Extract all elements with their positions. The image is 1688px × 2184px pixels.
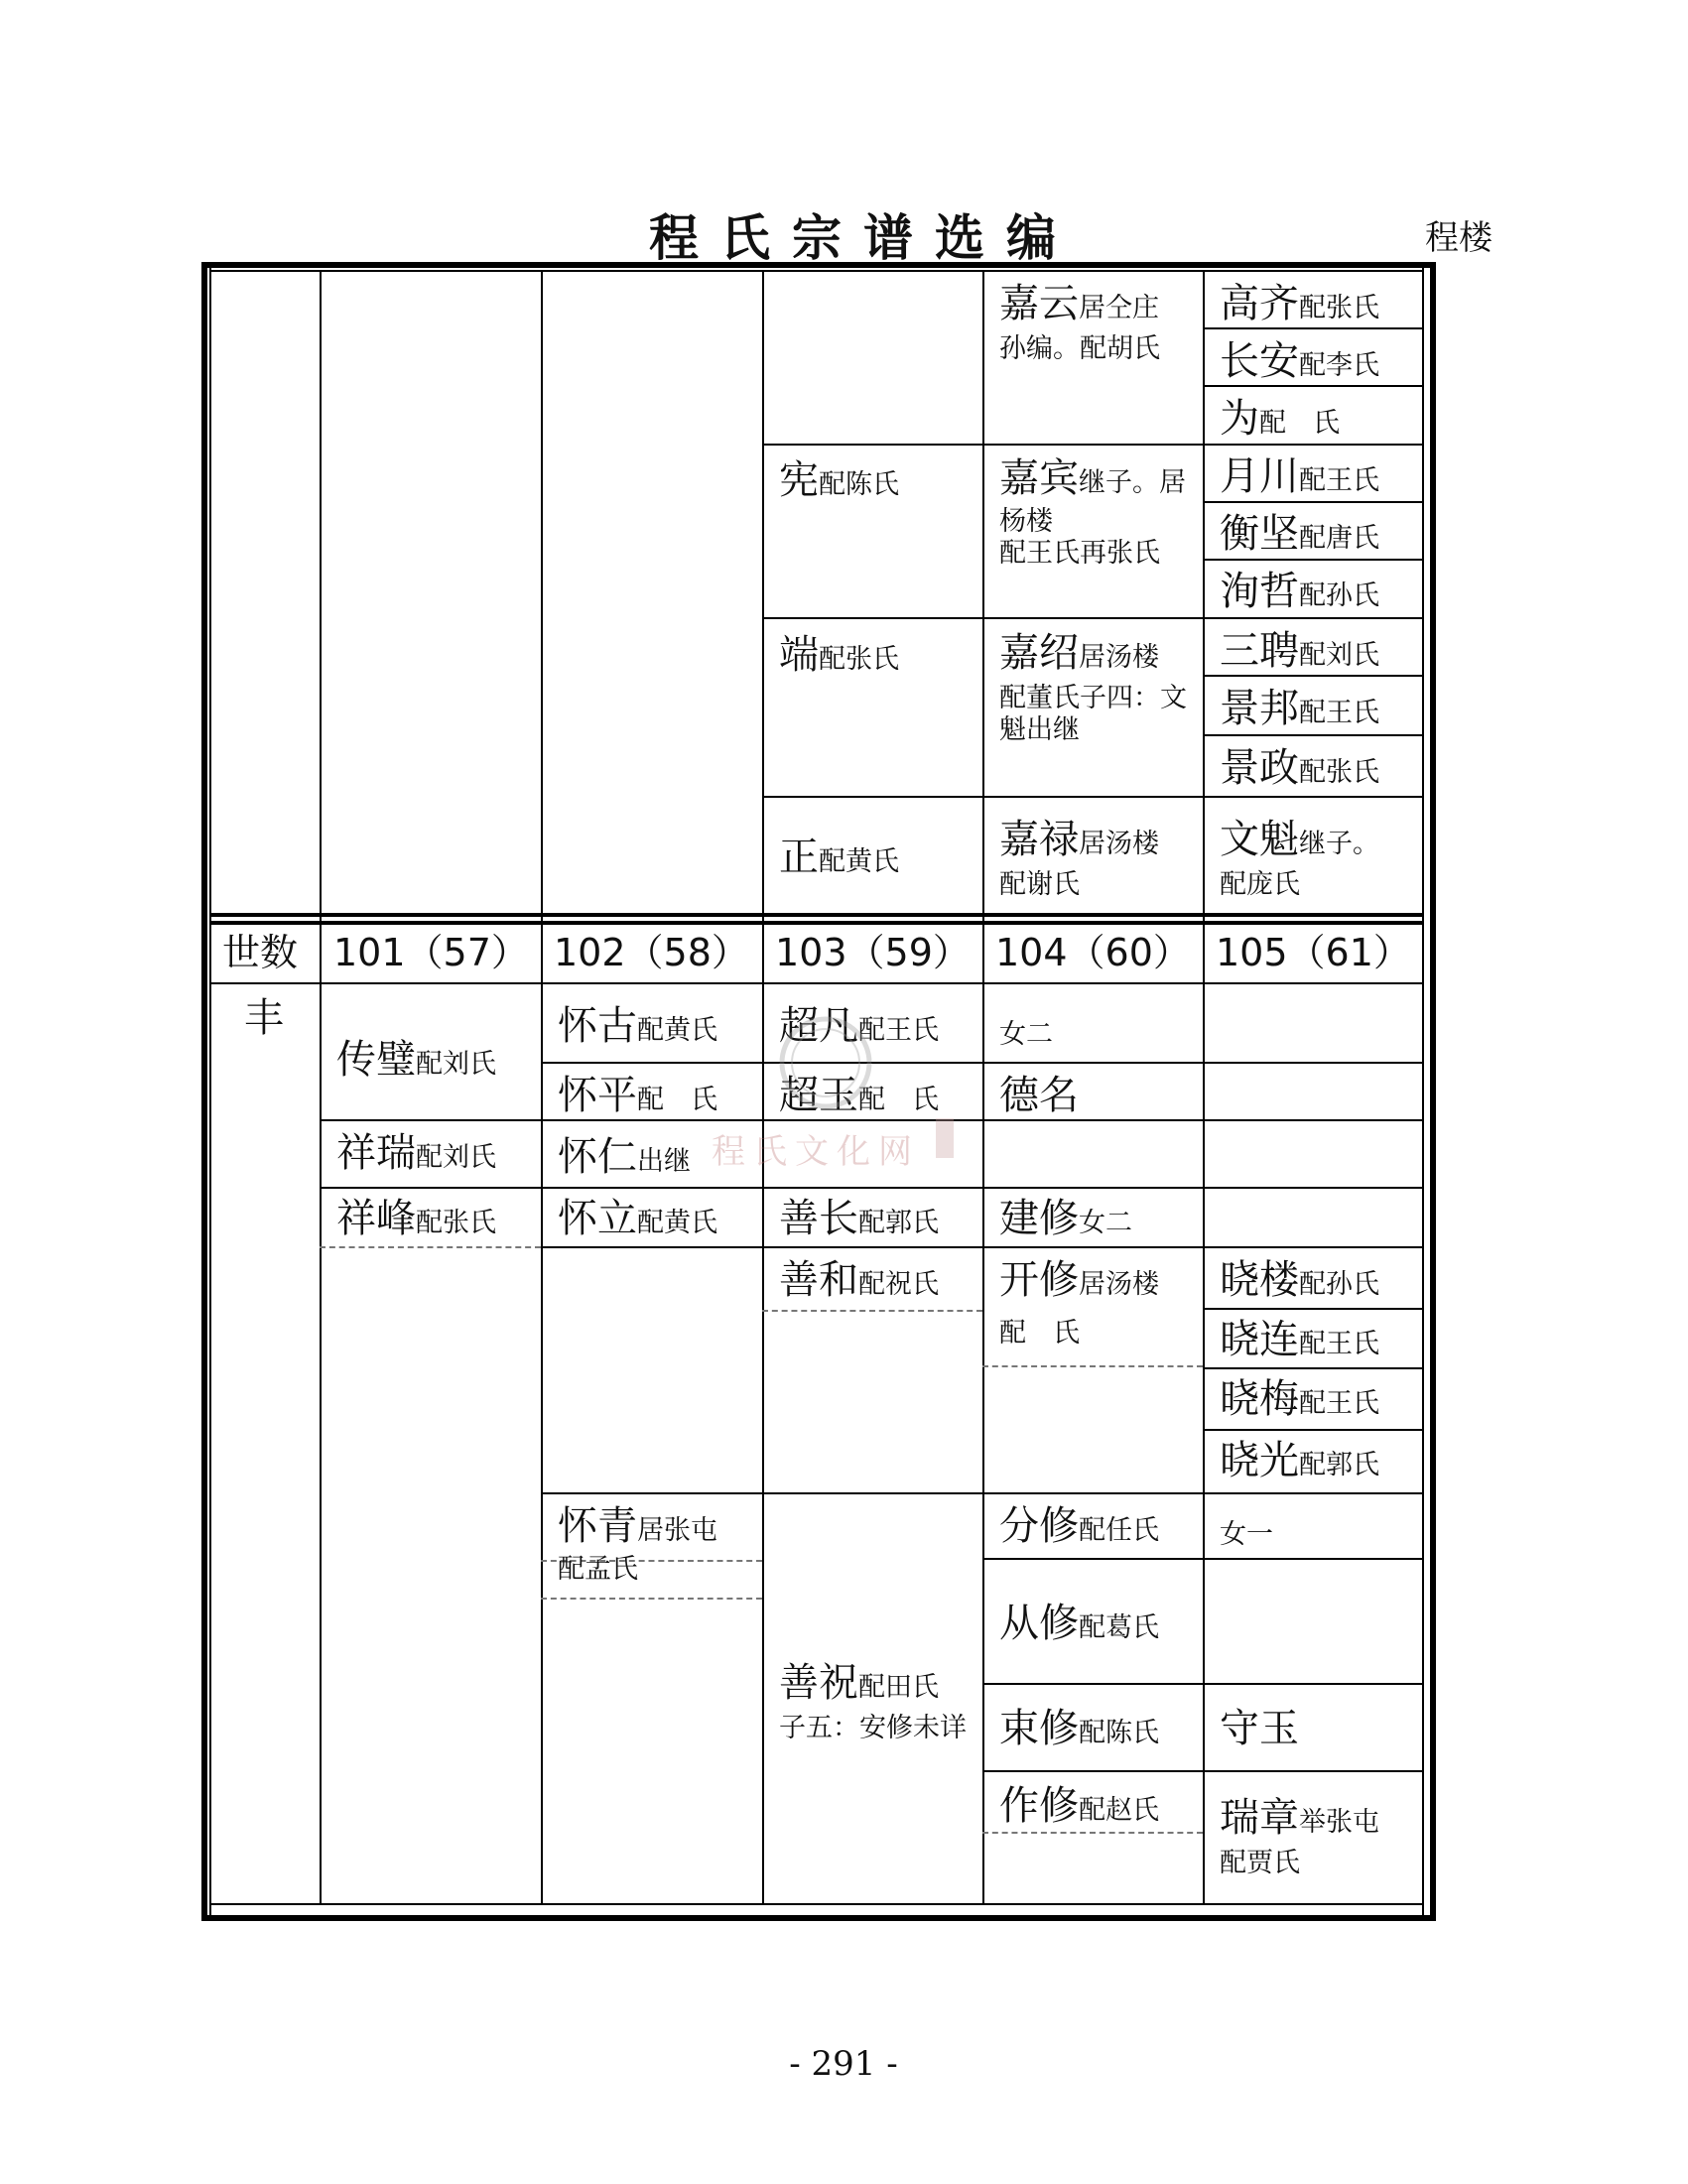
person-note: 配刘氏 (416, 1142, 496, 1173)
column-line (982, 272, 984, 1905)
person-note: 配张氏 (416, 1208, 496, 1238)
person-name: 景邦 (1220, 686, 1299, 731)
person-note: 配张氏 (819, 644, 899, 675)
person-name: 超玉 (779, 1073, 858, 1118)
border-line (1422, 268, 1424, 1915)
person-entry (779, 631, 899, 679)
dashed-line (320, 1246, 541, 1248)
page-title: 程氏宗谱选编 (649, 208, 1078, 267)
person-entry (1220, 1316, 1379, 1363)
person-detail: 配庞氏 (1220, 869, 1300, 900)
person-name: 祥峰 (336, 1196, 416, 1241)
person-note: 居汤楼 (1079, 642, 1159, 673)
person-name: 晓梅 (1220, 1376, 1299, 1422)
person-name: 作修 (999, 1783, 1079, 1829)
person-name: 长安 (1220, 338, 1299, 384)
person-name: 祥瑞 (336, 1130, 416, 1176)
watermark-text: 程氏文化网 (712, 1132, 920, 1172)
header-generation-label: 世数 (222, 931, 299, 974)
person-note: 配刘氏 (416, 1049, 496, 1080)
row-line (762, 617, 1423, 619)
dashed-line (982, 1365, 1203, 1367)
person-entry (999, 629, 1187, 747)
person-entry (1220, 510, 1379, 558)
person-name: 景政 (1220, 745, 1299, 791)
person-note: 居汤楼 (1079, 1269, 1159, 1300)
person-note: 配葛氏 (1079, 1612, 1159, 1643)
person-note: 配田氏 (858, 1672, 939, 1703)
person-note: 配陈氏 (1079, 1718, 1159, 1748)
person-entry (336, 1195, 496, 1242)
person-entry (1220, 1506, 1273, 1554)
row-line (209, 982, 1424, 984)
person-entry (1220, 337, 1379, 385)
person-name: 为 (1220, 396, 1259, 442)
person-note: 配张氏 (1299, 293, 1379, 323)
person-name: 嘉绍 (999, 630, 1079, 676)
person-note: 配任氏 (1079, 1515, 1159, 1546)
person-name: 分修 (999, 1503, 1079, 1549)
person-note: 配黄氏 (819, 846, 899, 877)
column-line (1203, 272, 1205, 1905)
person-name: 传璧 (336, 1037, 416, 1083)
person-note: 配唐氏 (1299, 523, 1379, 554)
person-note: 配 氏 (858, 1085, 939, 1115)
row-line (1203, 559, 1423, 561)
person-note: 配刘氏 (1299, 640, 1379, 671)
person-note: 配赵氏 (1079, 1795, 1159, 1826)
person-detail: 配谢氏 (999, 869, 1080, 900)
row-line (1203, 1429, 1423, 1431)
person-name: 善和 (779, 1257, 858, 1303)
person-note: 出继 (637, 1146, 691, 1177)
row-line (541, 1246, 1423, 1248)
person-entry (779, 1659, 967, 1744)
person-note: 配孙氏 (1299, 580, 1379, 611)
person-entry (1220, 1794, 1379, 1879)
person-name: 洵哲 (1220, 569, 1299, 614)
person-entry (1220, 395, 1340, 443)
person-note: 居汤楼 (1079, 829, 1159, 859)
row-line (762, 796, 1423, 798)
row-line (1203, 675, 1423, 677)
person-entry (999, 280, 1160, 365)
person-entry (336, 1129, 496, 1177)
person-entry (1220, 816, 1379, 901)
person-name: 三聘 (1220, 628, 1299, 674)
person-entry (1220, 627, 1379, 675)
person-entry (779, 1256, 939, 1304)
person-name: 正 (779, 835, 819, 880)
person-note: 居仝庄 (1079, 293, 1159, 323)
person-name: 善长 (779, 1196, 858, 1241)
border-line (209, 1903, 1424, 1905)
person-detail: 魁出继 (999, 714, 1080, 746)
person-note: 配王氏 (1299, 1388, 1379, 1419)
place-label: 程楼 (1425, 218, 1493, 258)
person-entry (1220, 452, 1379, 500)
person-entry (779, 456, 899, 504)
person-note: 女二 (1079, 1208, 1132, 1238)
row-line (1203, 501, 1423, 503)
person-detail: 配董氏子四：文 (999, 683, 1187, 713)
row-line (1203, 1367, 1423, 1369)
person-name: 高齐 (1220, 281, 1299, 326)
person-entry (999, 1502, 1159, 1550)
person-name: 超凡 (779, 1003, 858, 1049)
person-note: 配郭氏 (858, 1208, 939, 1238)
dashed-line (982, 1832, 1203, 1834)
person-name: 怀平 (558, 1073, 637, 1118)
section-divider (209, 913, 1424, 917)
person-name: 从修 (999, 1601, 1079, 1646)
person-name: 德名 (999, 1073, 1079, 1118)
person-note: 继子。 (1299, 829, 1379, 859)
row-line (1203, 734, 1423, 736)
person-entry (558, 1002, 717, 1050)
person-entry (558, 1133, 691, 1181)
person-entry (779, 834, 899, 881)
person-note: 居张屯 (637, 1515, 717, 1546)
person-note: 配王氏 (858, 1015, 939, 1046)
person-entry (558, 1195, 717, 1242)
person-entry (999, 1600, 1159, 1647)
person-detail: 孙编。配胡氏 (999, 333, 1160, 364)
watermark (712, 1007, 970, 1206)
person-entry (999, 1782, 1159, 1830)
person-note: 配陈氏 (819, 469, 899, 500)
row-line (982, 1770, 1423, 1772)
row-line (1203, 1308, 1423, 1310)
person-entry (999, 1705, 1159, 1752)
person-note: 女二 (999, 1019, 1053, 1050)
person-entry (999, 1195, 1132, 1242)
row-line (982, 1558, 1423, 1560)
person-name: 善祝 (779, 1660, 858, 1706)
person-note: 配张氏 (1299, 757, 1379, 788)
person-entry (999, 1256, 1159, 1349)
person-name: 建修 (999, 1196, 1079, 1241)
header-gen-103: 103（59） (775, 931, 971, 974)
dashed-line (541, 1598, 762, 1600)
row-line (1203, 327, 1423, 329)
person-name: 守玉 (1220, 1706, 1299, 1751)
person-note: 配王氏 (1299, 1329, 1379, 1359)
person-detail: 杨楼 (999, 506, 1053, 537)
lineage-marker: 丰 (244, 995, 284, 1041)
person-note: 配郭氏 (1299, 1450, 1379, 1480)
person-note: 配黄氏 (637, 1015, 717, 1046)
person-entry (1220, 744, 1379, 792)
person-detail: 配 氏 (999, 1318, 1080, 1349)
watermark-seal-icon (712, 1007, 970, 1206)
person-name: 文魁 (1220, 817, 1299, 862)
person-detail: 子五：安修未详 (779, 1713, 967, 1743)
section-divider (209, 921, 1424, 925)
person-name: 衡坚 (1220, 511, 1299, 557)
person-note: 继子。居 (1079, 467, 1186, 498)
person-name: 怀青 (558, 1503, 637, 1549)
person-note: 配 氏 (637, 1085, 717, 1115)
person-entry (558, 1502, 717, 1586)
person-entry (558, 1072, 717, 1119)
person-name: 晓光 (1220, 1438, 1299, 1483)
person-entry (336, 1036, 496, 1084)
person-entry (999, 1072, 1079, 1119)
person-detail: 配王氏再张氏 (999, 538, 1160, 570)
border-line (209, 270, 1424, 272)
page-number: - 291 - (789, 2044, 898, 2084)
person-name: 束修 (999, 1706, 1079, 1751)
row-line (762, 444, 1423, 446)
person-name: 晓楼 (1220, 1257, 1299, 1303)
person-note: 配王氏 (1299, 698, 1379, 728)
person-entry (1220, 1256, 1379, 1304)
column-line (541, 272, 543, 1905)
person-name: 嘉云 (999, 281, 1079, 326)
person-name: 嘉宾 (999, 455, 1079, 501)
header-gen-105: 105（61） (1216, 931, 1411, 974)
column-line (320, 272, 322, 1905)
person-name: 端 (779, 632, 819, 678)
dashed-line (762, 1310, 982, 1312)
row-line (541, 1492, 1423, 1494)
person-detail: 配贾氏 (1220, 1848, 1300, 1878)
person-detail: 配孟氏 (558, 1554, 638, 1585)
person-note: 配黄氏 (637, 1208, 717, 1238)
person-note: 配祝氏 (858, 1269, 939, 1300)
person-note: 配王氏 (1299, 465, 1379, 496)
person-note: 配孙氏 (1299, 1269, 1379, 1300)
row-line (1203, 385, 1423, 387)
header-gen-102: 102（58） (554, 931, 749, 974)
person-entry (1220, 685, 1379, 732)
border-line (209, 268, 211, 1915)
person-note: 配 氏 (1259, 408, 1340, 439)
person-note: 配李氏 (1299, 350, 1379, 381)
person-entry (1220, 1705, 1299, 1752)
person-name: 月川 (1220, 453, 1299, 499)
person-name: 怀立 (558, 1196, 637, 1241)
person-name: 怀古 (558, 1003, 637, 1049)
row-line (982, 1683, 1423, 1685)
person-name: 开修 (999, 1257, 1079, 1303)
person-name: 怀仁 (558, 1134, 637, 1180)
person-entry (999, 454, 1186, 571)
person-entry (1220, 1375, 1379, 1423)
person-entry (999, 1006, 1053, 1054)
person-name: 晓连 (1220, 1317, 1299, 1362)
person-entry (1220, 280, 1379, 327)
row-line (541, 1062, 1423, 1064)
person-entry (1220, 568, 1379, 615)
person-entry (1220, 1437, 1379, 1484)
header-gen-101: 101（57） (333, 931, 529, 974)
person-entry (999, 816, 1159, 901)
person-note: 举张屯 (1299, 1807, 1379, 1838)
person-note: 女一 (1220, 1519, 1273, 1550)
person-name: 宪 (779, 457, 819, 503)
person-name: 嘉禄 (999, 817, 1079, 862)
header-gen-104: 104（60） (995, 931, 1191, 974)
person-name: 瑞章 (1220, 1795, 1299, 1841)
